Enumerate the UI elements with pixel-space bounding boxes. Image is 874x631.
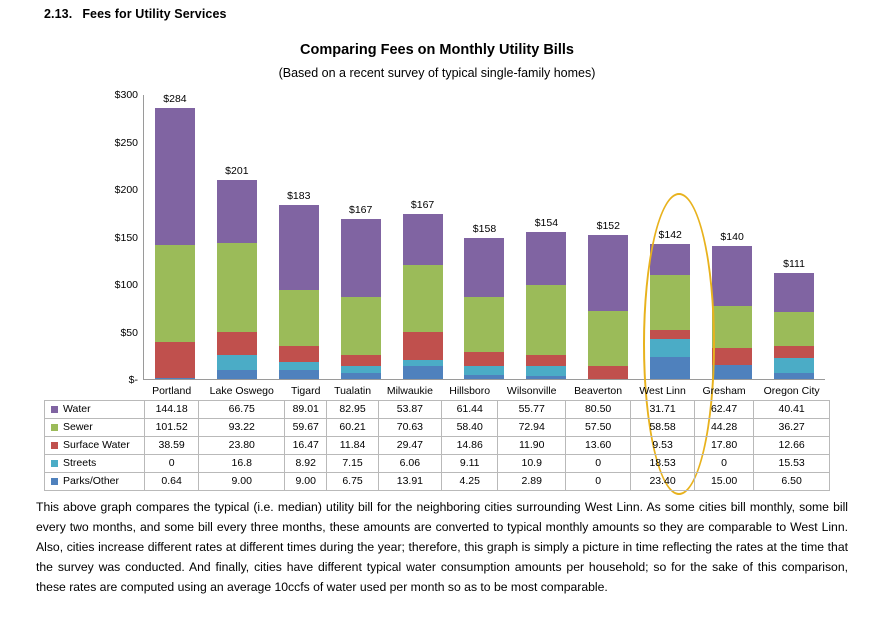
bar-stack[interactable] xyxy=(403,214,443,379)
table-cell: 15.53 xyxy=(754,454,830,472)
legend-color-swatch xyxy=(51,460,58,467)
bar-total-label: $154 xyxy=(534,217,559,230)
legend-color-swatch xyxy=(51,442,58,449)
bar-segment-water xyxy=(526,232,566,285)
bar-column xyxy=(515,95,577,379)
table-column-header: Gresham xyxy=(702,384,746,397)
table-cell: 66.75 xyxy=(199,400,285,418)
bar-segment-parks-other xyxy=(279,370,319,379)
table-cell: 12.66 xyxy=(754,436,830,454)
bar-segment-surface-water xyxy=(464,352,504,366)
bar-segment-surface-water xyxy=(155,342,195,379)
section-heading xyxy=(44,7,227,21)
bar-segment-surface-water xyxy=(279,346,319,362)
table-row xyxy=(45,436,830,454)
bar-segment-parks-other xyxy=(464,375,504,379)
table-cell: 9.00 xyxy=(199,472,285,490)
bar-column xyxy=(330,95,392,379)
legend-label-text: Surface Water xyxy=(63,439,130,451)
bar-column xyxy=(392,95,454,379)
bar-segment-sewer xyxy=(650,275,690,331)
bar-segment-surface-water xyxy=(403,332,443,360)
bar-segment-surface-water xyxy=(650,330,690,339)
table-cell: 0 xyxy=(565,472,630,490)
table-cell: 11.90 xyxy=(498,436,566,454)
bar-column xyxy=(763,95,825,379)
bar-segment-water xyxy=(650,244,690,274)
bar-segment-sewer xyxy=(217,243,257,332)
table-cell: 144.18 xyxy=(145,400,199,418)
bar-stack[interactable] xyxy=(279,205,319,379)
chart-subtitle: (Based on a recent survey of typical single-family homes) xyxy=(278,66,596,80)
bar-segment-sewer xyxy=(774,312,814,346)
bar-segment-sewer xyxy=(403,265,443,332)
data-table xyxy=(44,382,830,491)
table-cell: 9.53 xyxy=(631,436,695,454)
bar-stack[interactable] xyxy=(217,180,257,379)
table-cell: 60.21 xyxy=(327,418,379,436)
table-column-header: Tualatin xyxy=(334,384,372,397)
table-cell: 11.84 xyxy=(327,436,379,454)
table-cell: 57.50 xyxy=(565,418,630,436)
bar-segment-water xyxy=(588,235,628,311)
bar-total-label: $140 xyxy=(720,231,744,244)
table-column-header: Hillsboro xyxy=(449,384,491,397)
legend-row-label xyxy=(45,436,145,454)
table-cell: 10.9 xyxy=(498,454,566,472)
table-row xyxy=(45,400,830,418)
bar-column xyxy=(639,95,701,379)
bar-series-container xyxy=(144,95,825,379)
bar-stack[interactable] xyxy=(588,235,628,379)
bar-segment-surface-water xyxy=(526,355,566,366)
y-tick-label: $50 xyxy=(120,326,138,339)
bar-segment-water xyxy=(279,205,319,290)
table-cell: 8.92 xyxy=(285,454,327,472)
table-cell: 6.75 xyxy=(327,472,379,490)
bar-segment-parks-other xyxy=(341,373,381,379)
table-cell: 13.91 xyxy=(378,472,441,490)
chart-plot-area xyxy=(0,90,874,390)
table-cell: 9.11 xyxy=(441,454,498,472)
bar-segment-surface-water xyxy=(217,332,257,355)
bar-total-label: $201 xyxy=(225,164,249,177)
bar-segment-water xyxy=(155,108,195,245)
table-column-header: Tigard xyxy=(291,384,321,397)
bar-segment-water xyxy=(712,246,752,305)
table-column-header: Lake Oswego xyxy=(209,384,274,397)
table-cell: 13.60 xyxy=(565,436,630,454)
y-tick-label: $250 xyxy=(114,136,138,149)
bar-total-label: $158 xyxy=(472,223,497,236)
bar-total-label: $111 xyxy=(783,258,805,271)
table-column-header: Portland xyxy=(152,384,192,397)
bar-segment-sewer xyxy=(341,297,381,354)
section-number: 2.13. xyxy=(44,7,73,21)
bar-segment-sewer xyxy=(526,285,566,354)
bar-segment-streets xyxy=(217,355,257,371)
y-tick-label: $- xyxy=(128,374,138,386)
bar-column xyxy=(577,95,639,379)
bar-segment-parks-other xyxy=(774,373,814,379)
chart-plot xyxy=(143,95,825,380)
table-cell: 70.63 xyxy=(378,418,441,436)
table-cell: 23.40 xyxy=(631,472,695,490)
table-cell: 14.86 xyxy=(441,436,498,454)
table-header-row xyxy=(45,382,830,400)
table-cell: 40.41 xyxy=(754,400,830,418)
table-cell: 18.53 xyxy=(631,454,695,472)
bar-stack[interactable] xyxy=(526,232,566,379)
bar-segment-surface-water xyxy=(341,355,381,366)
table-cell: 31.71 xyxy=(631,400,695,418)
bar-segment-sewer xyxy=(464,297,504,352)
explanatory-paragraph: This above graph compares the typical (i.e. median) utility bill for the neighboring cities surrounding West Linn. As some cities bill monthly, some bill every two months, and some bill every three months, these amounts are converted to typical monthly amounts so they are comparable to West Linn. Also, cities increase different rates at different times during the year; therefore, this graph is simply a picture in time reflecting the rates at the time that the survey was conducted. And finally, cities have different typical water consumption amounts per household; so for the sake of this comparison, these rates are computed using an average 10ccfs of water used per month so as to be most comparable. xyxy=(36,500,848,594)
bar-segment-streets xyxy=(526,366,566,376)
legend-color-swatch xyxy=(51,406,58,413)
bar-total-label: $167 xyxy=(410,198,435,211)
table-cell: 0 xyxy=(694,454,753,472)
bar-stack[interactable] xyxy=(155,108,195,379)
table-cell: 16.47 xyxy=(285,436,327,454)
legend-row-label xyxy=(45,400,145,418)
table-row xyxy=(45,454,830,472)
table-column-header: Wilsonville xyxy=(506,384,557,397)
table-column-header: Milwaukie xyxy=(386,384,433,397)
bar-total-label: $183 xyxy=(287,190,311,203)
table-column-header: Beaverton xyxy=(574,384,623,397)
table-cell: 89.01 xyxy=(285,400,327,418)
table-cell: 0.64 xyxy=(145,472,199,490)
legend-row-label xyxy=(45,454,145,472)
bar-segment-parks-other xyxy=(403,366,443,379)
bar-column xyxy=(701,95,763,379)
table-cell: 55.77 xyxy=(498,400,566,418)
table-row xyxy=(45,418,830,436)
table-cell: 23.80 xyxy=(199,436,285,454)
legend-row-label xyxy=(45,418,145,436)
bar-segment-streets xyxy=(464,366,504,375)
bar-segment-water xyxy=(341,219,381,298)
bar-total-label: $167 xyxy=(348,203,373,216)
bar-segment-water xyxy=(217,180,257,243)
legend-label-text: Streets xyxy=(63,457,97,469)
table-cell: 44.28 xyxy=(694,418,753,436)
table-column-header: Oregon City xyxy=(763,384,820,397)
bar-total-label: $284 xyxy=(163,93,187,106)
table-cell: 58.40 xyxy=(441,418,498,436)
bar-segment-sewer xyxy=(155,245,195,341)
table-cell: 82.95 xyxy=(327,400,379,418)
table-cell: 6.50 xyxy=(754,472,830,490)
legend-color-swatch xyxy=(51,424,58,431)
bar-segment-parks-other xyxy=(217,370,257,379)
table-cell: 80.50 xyxy=(565,400,630,418)
table-cell: 4.25 xyxy=(441,472,498,490)
bar-segment-water xyxy=(774,273,814,311)
y-tick-label: $150 xyxy=(114,231,138,244)
table-cell: 9.00 xyxy=(285,472,327,490)
table-cell: 62.47 xyxy=(694,400,753,418)
table-cell: 16.8 xyxy=(199,454,285,472)
bar-column xyxy=(206,95,268,379)
table-cell: 6.06 xyxy=(378,454,441,472)
table-row xyxy=(45,472,830,490)
table-cell: 93.22 xyxy=(199,418,285,436)
table-cell: 17.80 xyxy=(694,436,753,454)
legend-row-label xyxy=(45,472,145,490)
table-corner-cell xyxy=(45,382,145,400)
bar-segment-surface-water xyxy=(588,366,628,379)
bar-column xyxy=(454,95,516,379)
y-tick-label: $300 xyxy=(114,89,138,101)
table-column-header: West Linn xyxy=(639,384,686,397)
section-title: Fees for Utility Services xyxy=(82,7,227,21)
bar-stack[interactable] xyxy=(774,273,814,379)
bar-segment-streets xyxy=(341,366,381,373)
table-cell: 2.89 xyxy=(498,472,566,490)
table-cell: 0 xyxy=(145,454,199,472)
y-axis-tick-labels xyxy=(100,89,138,386)
table-cell: 7.15 xyxy=(327,454,379,472)
table-cell: 72.94 xyxy=(498,418,566,436)
bar-segment-streets xyxy=(650,339,690,357)
bar-segment-streets xyxy=(774,358,814,373)
y-tick-label: $200 xyxy=(114,184,138,196)
bar-segment-sewer xyxy=(279,290,319,347)
bar-segment-parks-other xyxy=(526,376,566,379)
bar-segment-parks-other xyxy=(650,357,690,379)
bar-segment-sewer xyxy=(588,311,628,366)
bar-stack[interactable] xyxy=(650,244,690,379)
bar-segment-streets xyxy=(279,362,319,370)
y-tick-label: $100 xyxy=(114,279,138,291)
table-cell: 58.58 xyxy=(631,418,695,436)
bar-stack[interactable] xyxy=(712,246,752,379)
bar-segment-water xyxy=(403,214,443,265)
table-cell: 29.47 xyxy=(378,436,441,454)
table-cell: 53.87 xyxy=(378,400,441,418)
chart-title: Comparing Fees on Monthly Utility Bills xyxy=(300,42,574,58)
table-cell: 59.67 xyxy=(285,418,327,436)
table-cell: 36.27 xyxy=(754,418,830,436)
bar-segment-parks-other xyxy=(712,365,752,379)
bar-total-label: $142 xyxy=(658,229,682,242)
bar-segment-surface-water xyxy=(712,348,752,365)
bar-stack[interactable] xyxy=(464,238,504,379)
bar-total-label: $152 xyxy=(596,219,620,232)
bar-segment-water xyxy=(464,238,504,296)
legend-label-text: Water xyxy=(63,403,91,415)
legend-color-swatch xyxy=(51,478,58,485)
bar-segment-sewer xyxy=(712,306,752,348)
bar-segment-surface-water xyxy=(774,346,814,358)
table-cell: 0 xyxy=(565,454,630,472)
bar-segment-parks-other xyxy=(155,378,195,379)
table-cell: 15.00 xyxy=(694,472,753,490)
bar-column xyxy=(144,95,206,379)
legend-label-text: Parks/Other xyxy=(63,475,120,487)
legend-label-text: Sewer xyxy=(63,421,93,433)
table-cell: 38.59 xyxy=(145,436,199,454)
bar-stack[interactable] xyxy=(341,219,381,379)
table-cell: 61.44 xyxy=(441,400,498,418)
bar-column xyxy=(268,95,330,379)
table-cell: 101.52 xyxy=(145,418,199,436)
